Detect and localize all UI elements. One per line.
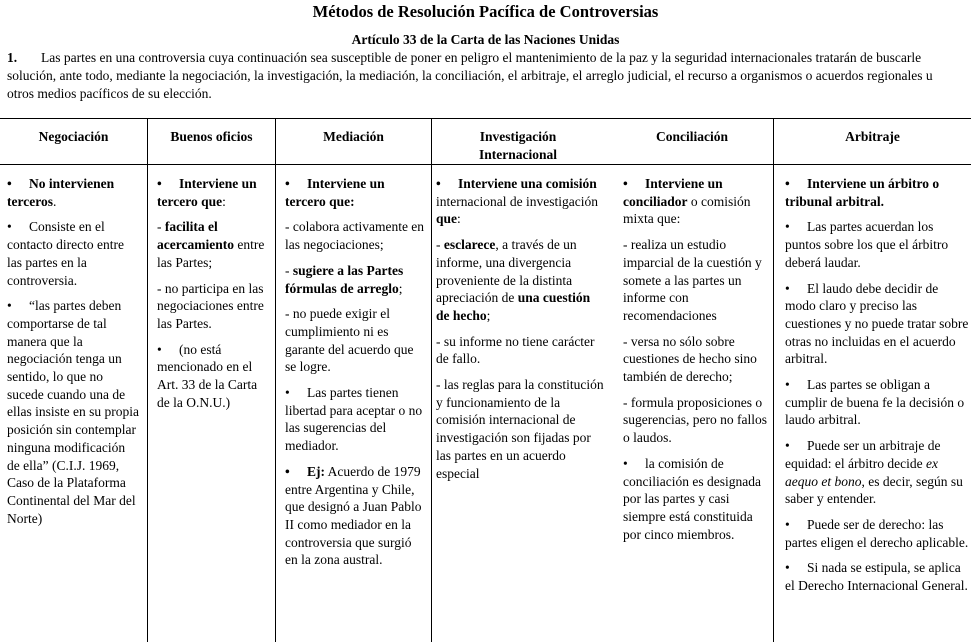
conciliacion-p1-bold: • Interviene un conciliador bbox=[623, 176, 723, 209]
investigacion-p2-pre: - bbox=[436, 237, 444, 253]
header-investigacion: Investigación Internacional bbox=[478, 129, 557, 162]
header-mediacion: Mediación bbox=[323, 129, 384, 144]
column-mediacion bbox=[285, 175, 427, 577]
arbitraje-p5-italic: ex aequo et bono bbox=[785, 455, 938, 489]
conciliacion-p4: - formula proposiciones o sugerencias, pero no fallos o laudos. bbox=[623, 394, 767, 446]
arbitraje-p7: • Si nada se estipula, se aplica el Derecho Internacional General. bbox=[785, 559, 969, 594]
negociacion-p3: • “las partes deben comportarse de tal manera que la negociación tenga un sentido, lo que no sucede cuando una de ellas insiste en su propia posición sin contemplar ninguna modificación de ella” (C.I.J. 1969, Caso de la Plataforma Continental del Mar del Norte) bbox=[7, 297, 141, 527]
header-negociacion: Negociación bbox=[38, 129, 109, 144]
column-divider bbox=[431, 118, 432, 642]
mediacion-p3-bold: sugiere a las Partes fórmulas de arreglo bbox=[285, 262, 404, 296]
list-item bbox=[157, 175, 271, 210]
mediacion-p3-end: ; bbox=[398, 280, 403, 296]
list-item bbox=[623, 175, 768, 228]
arbitraje-p1: • Interviene un árbitro o tribunal arbitral. bbox=[785, 175, 969, 210]
column-divider bbox=[147, 118, 148, 642]
list-item bbox=[285, 262, 427, 297]
mediacion-p4: - no puede exigir el cumplimiento ni es garante del acuerdo que se logre. bbox=[285, 306, 414, 375]
buenos-oficios-p2-bold: facilita el acercamiento bbox=[157, 219, 234, 253]
article-subtitle: Artículo 33 de la Carta de las Naciones Unidas bbox=[351, 32, 620, 47]
negociacion-p1-end: . bbox=[52, 193, 57, 209]
list-item bbox=[436, 236, 604, 325]
investigacion-p4: - las reglas para la constitución y funcionamiento de la comisión internacional de investigación son fijadas por las partes en un acuerdo especial bbox=[436, 377, 604, 481]
arbitraje-p3: • El laudo debe decidir de modo claro y preciso las cuestiones y no puede tratar sobre otras no incluidas en el acuerdo arbitral. bbox=[785, 280, 969, 369]
buenos-oficios-p2-pre: - bbox=[157, 219, 165, 235]
column-conciliacion bbox=[623, 175, 768, 551]
investigacion-p2-bold2: una cuestión de hecho bbox=[436, 290, 591, 323]
arbitraje-p6: • Puede ser de derecho: las partes eligen el derecho aplicable. bbox=[785, 516, 969, 551]
arbitraje-p5-end: , es decir, según su saber y entender. bbox=[785, 473, 963, 507]
list-item bbox=[7, 175, 141, 210]
conciliacion-p1: o comisión mixta que: bbox=[623, 193, 751, 227]
intro-paragraph bbox=[7, 49, 952, 103]
list-item bbox=[285, 463, 427, 569]
header-buenos-oficios: Buenos oficios bbox=[170, 129, 253, 144]
mediacion-p5: • Las partes tienen libertad para aceptar o no las sugerencias del mediador. bbox=[285, 384, 427, 455]
investigacion-p2: , a través de un informe, una divergencia proveniente de la distinta apreciación de bbox=[436, 237, 577, 306]
negociacion-p2: • Consiste en el contacto directo entre las partes en la controversia. bbox=[7, 218, 141, 289]
list-item bbox=[436, 175, 604, 228]
header-arbitraje: Arbitraje bbox=[845, 129, 900, 144]
column-divider bbox=[275, 118, 276, 642]
conciliacion-p5: • la comisión de conciliación es designada por las partes y casi siempre está constituida por cinco miembros. bbox=[623, 455, 768, 544]
list-item bbox=[785, 437, 969, 508]
arbitraje-p2: • Las partes acuerdan los puntos sobre los que el árbitro deberá laudar. bbox=[785, 218, 969, 271]
investigacion-p1-bold: • Interviene una comisión bbox=[436, 176, 597, 191]
table-top-border bbox=[0, 118, 971, 119]
mediacion-p6: Acuerdo de 1979 entre Argentina y Chile, que designó a Juan Pablo II como mediador en la controversia que surgió en la zona austral. bbox=[285, 463, 422, 568]
mediacion-p1: • Interviene un tercero que: bbox=[285, 175, 427, 210]
column-divider bbox=[773, 118, 774, 642]
conciliacion-p3: - versa no sólo sobre cuestiones de hecho sino también de derecho; bbox=[623, 333, 757, 385]
investigacion-p1-bold2: que bbox=[436, 211, 458, 227]
investigacion-p3: - su informe no tiene carácter de fallo. bbox=[436, 333, 595, 367]
column-arbitraje bbox=[785, 175, 969, 603]
mediacion-p3-pre: - bbox=[285, 262, 293, 278]
investigacion-p2-bold: esclarece bbox=[443, 237, 496, 253]
negociacion-p1: • No intervienen terceros bbox=[7, 176, 114, 209]
list-item bbox=[157, 218, 271, 271]
buenos-oficios-p1-end: : bbox=[222, 193, 226, 209]
buenos-oficios-p1: • Interviene un tercero que bbox=[157, 176, 257, 209]
buenos-oficios-p2-end: entre las Partes; bbox=[157, 237, 265, 270]
investigacion-p1: internacional de investigación bbox=[436, 193, 598, 209]
investigacion-p2-end: ; bbox=[486, 307, 491, 323]
column-negociacion bbox=[7, 175, 141, 535]
header-conciliacion: Conciliación bbox=[655, 129, 728, 144]
mediacion-p2: - colabora activamente en las negociaciones; bbox=[285, 219, 425, 253]
buenos-oficios-p3: - no participa en las negociaciones entre las Partes. bbox=[157, 280, 264, 331]
intro-number: 1. bbox=[7, 50, 18, 65]
buenos-oficios-p4: • (no está mencionado en el Art. 33 de la Carta de la O.N.U.) bbox=[157, 341, 271, 412]
investigacion-p1-end: : bbox=[457, 211, 461, 227]
column-buenos-oficios bbox=[157, 175, 271, 419]
header-bottom-border bbox=[0, 164, 971, 165]
mediacion-p6-bold: • Ej: bbox=[285, 464, 325, 479]
arbitraje-p4: • Las partes se obligan a cumplir de buena fe la decisión o laudo arbitral. bbox=[785, 376, 969, 429]
conciliacion-p2: - realiza un estudio imparcial de la cuestión y somete a las partes un informe con recomendaciones bbox=[623, 237, 762, 323]
page-title: Métodos de Resolución Pacífica de Controversias bbox=[312, 2, 659, 21]
intro-text: Las partes en una controversia cuya continuación sea susceptible de poner en peligro el mantenimiento de la paz y la seguridad internacionales tratarán de buscarle solución, ante todo, mediante la negociación, la investigación, la mediación, la conciliación, el arbitraje, el arreglo judicial, el recurso a organismos o acuerdos regionales u otros medios pacíficos de su elección. bbox=[7, 50, 933, 101]
column-investigacion bbox=[436, 175, 604, 490]
arbitraje-p5-pre: • Puede ser un arbitraje de equidad: el árbitro decide bbox=[785, 438, 940, 471]
